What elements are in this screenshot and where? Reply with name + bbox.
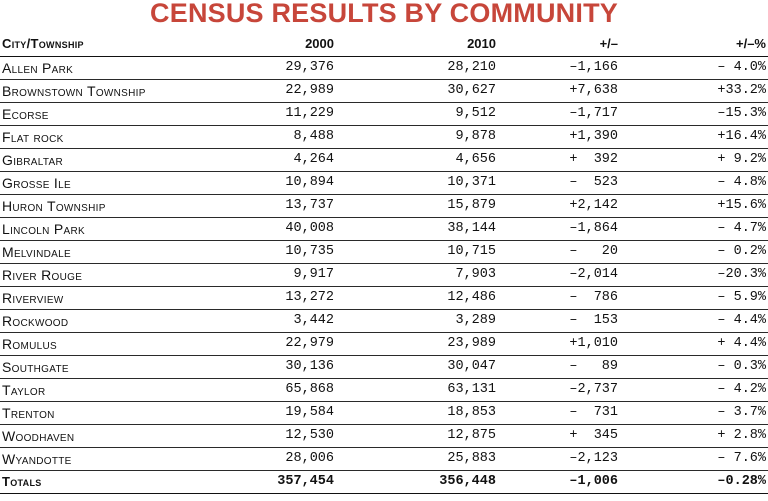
city-name-cell: Allen Park <box>0 57 190 80</box>
change-percent-cell: – 4.7% <box>618 218 768 241</box>
city-name-cell: Huron Township <box>0 195 190 218</box>
population-2010-cell: 4,656 <box>334 149 496 172</box>
population-2000-cell: 3,442 <box>190 310 334 333</box>
table-row <box>0 172 768 195</box>
totals-2010: 356,448 <box>334 471 496 494</box>
table-header-row <box>0 32 768 57</box>
population-2010-cell: 30,047 <box>334 356 496 379</box>
population-2010-cell: 38,144 <box>334 218 496 241</box>
table-row <box>0 241 768 264</box>
population-2010-cell: 12,875 <box>334 425 496 448</box>
table-row <box>0 425 768 448</box>
population-2000-cell: 22,989 <box>190 80 334 103</box>
population-2000-cell: 28,006 <box>190 448 334 471</box>
change-cell: + 345 <box>496 425 618 448</box>
population-2000-cell: 4,264 <box>190 149 334 172</box>
population-2000-cell: 10,735 <box>190 241 334 264</box>
table-row <box>0 80 768 103</box>
totals-label: Totals <box>0 471 190 494</box>
change-cell: – 20 <box>496 241 618 264</box>
change-percent-cell: – 4.2% <box>618 379 768 402</box>
change-percent-cell: +33.2% <box>618 80 768 103</box>
table-row <box>0 126 768 149</box>
table-row <box>0 287 768 310</box>
table-row <box>0 379 768 402</box>
population-2010-cell: 9,512 <box>334 103 496 126</box>
change-percent-cell: –20.3% <box>618 264 768 287</box>
change-percent-cell: +16.4% <box>618 126 768 149</box>
change-percent-cell: +15.6% <box>618 195 768 218</box>
population-2010-cell: 12,486 <box>334 287 496 310</box>
column-header-2010: 2010 <box>334 32 496 57</box>
change-cell: –1,864 <box>496 218 618 241</box>
city-name-cell: Flat rock <box>0 126 190 149</box>
population-2000-cell: 13,737 <box>190 195 334 218</box>
change-cell: +1,010 <box>496 333 618 356</box>
population-2010-cell: 7,903 <box>334 264 496 287</box>
population-2010-cell: 10,371 <box>334 172 496 195</box>
change-percent-cell: –15.3% <box>618 103 768 126</box>
change-cell: –2,123 <box>496 448 618 471</box>
city-name-cell: Rockwood <box>0 310 190 333</box>
table-row <box>0 57 768 80</box>
change-cell: + 392 <box>496 149 618 172</box>
population-2000-cell: 22,979 <box>190 333 334 356</box>
population-2000-cell: 11,229 <box>190 103 334 126</box>
city-name-cell: Southgate <box>0 356 190 379</box>
change-cell: – 153 <box>496 310 618 333</box>
change-percent-cell: – 5.9% <box>618 287 768 310</box>
column-header-2000: 2000 <box>190 32 334 57</box>
city-name-cell: Riverview <box>0 287 190 310</box>
change-cell: –1,166 <box>496 57 618 80</box>
table-row <box>0 195 768 218</box>
population-2010-cell: 15,879 <box>334 195 496 218</box>
population-2000-cell: 9,917 <box>190 264 334 287</box>
population-2010-cell: 10,715 <box>334 241 496 264</box>
table-row <box>0 149 768 172</box>
change-cell: –2,737 <box>496 379 618 402</box>
city-name-cell: Taylor <box>0 379 190 402</box>
population-2000-cell: 19,584 <box>190 402 334 425</box>
change-percent-cell: – 4.8% <box>618 172 768 195</box>
change-cell: +7,638 <box>496 80 618 103</box>
change-cell: – 89 <box>496 356 618 379</box>
population-2010-cell: 30,627 <box>334 80 496 103</box>
change-percent-cell: + 9.2% <box>618 149 768 172</box>
change-cell: – 731 <box>496 402 618 425</box>
table-row <box>0 333 768 356</box>
population-2000-cell: 8,488 <box>190 126 334 149</box>
change-cell: – 786 <box>496 287 618 310</box>
city-name-cell: Brownstown Township <box>0 80 190 103</box>
change-cell: +2,142 <box>496 195 618 218</box>
city-name-cell: Grosse Ile <box>0 172 190 195</box>
population-2010-cell: 9,878 <box>334 126 496 149</box>
population-2010-cell: 23,989 <box>334 333 496 356</box>
change-percent-cell: – 3.7% <box>618 402 768 425</box>
table-row <box>0 218 768 241</box>
table-body <box>0 57 768 471</box>
table-row <box>0 310 768 333</box>
city-name-cell: Wyandotte <box>0 448 190 471</box>
population-2010-cell: 63,131 <box>334 379 496 402</box>
city-name-cell: Romulus <box>0 333 190 356</box>
change-cell: – 523 <box>496 172 618 195</box>
column-header-city: City/Township <box>0 32 190 57</box>
totals-2000: 357,454 <box>190 471 334 494</box>
change-percent-cell: – 7.6% <box>618 448 768 471</box>
change-cell: –2,014 <box>496 264 618 287</box>
population-2000-cell: 29,376 <box>190 57 334 80</box>
population-2010-cell: 18,853 <box>334 402 496 425</box>
change-cell: –1,717 <box>496 103 618 126</box>
table-row <box>0 264 768 287</box>
totals-change-percent: –0.28% <box>618 471 768 494</box>
city-name-cell: Lincoln Park <box>0 218 190 241</box>
census-table <box>0 32 768 494</box>
change-cell: +1,390 <box>496 126 618 149</box>
population-2000-cell: 12,530 <box>190 425 334 448</box>
table-row <box>0 448 768 471</box>
city-name-cell: Ecorse <box>0 103 190 126</box>
city-name-cell: Gibraltar <box>0 149 190 172</box>
page-title: CENSUS RESULTS BY COMMUNITY <box>150 0 618 28</box>
population-2010-cell: 3,289 <box>334 310 496 333</box>
change-percent-cell: + 4.4% <box>618 333 768 356</box>
city-name-cell: River Rouge <box>0 264 190 287</box>
column-header-change-percent: +/–% <box>618 32 768 57</box>
population-2010-cell: 25,883 <box>334 448 496 471</box>
totals-row <box>0 471 768 494</box>
change-percent-cell: – 0.2% <box>618 241 768 264</box>
population-2000-cell: 65,868 <box>190 379 334 402</box>
population-2000-cell: 30,136 <box>190 356 334 379</box>
population-2010-cell: 28,210 <box>334 57 496 80</box>
city-name-cell: Trenton <box>0 402 190 425</box>
totals-change: –1,006 <box>496 471 618 494</box>
table-row <box>0 356 768 379</box>
change-percent-cell: – 4.0% <box>618 57 768 80</box>
population-2000-cell: 10,894 <box>190 172 334 195</box>
change-percent-cell: – 4.4% <box>618 310 768 333</box>
city-name-cell: Melvindale <box>0 241 190 264</box>
population-2000-cell: 40,008 <box>190 218 334 241</box>
table-row <box>0 402 768 425</box>
table-row <box>0 103 768 126</box>
change-percent-cell: – 0.3% <box>618 356 768 379</box>
population-2000-cell: 13,272 <box>190 287 334 310</box>
change-percent-cell: + 2.8% <box>618 425 768 448</box>
city-name-cell: Woodhaven <box>0 425 190 448</box>
column-header-change: +/– <box>496 32 618 57</box>
